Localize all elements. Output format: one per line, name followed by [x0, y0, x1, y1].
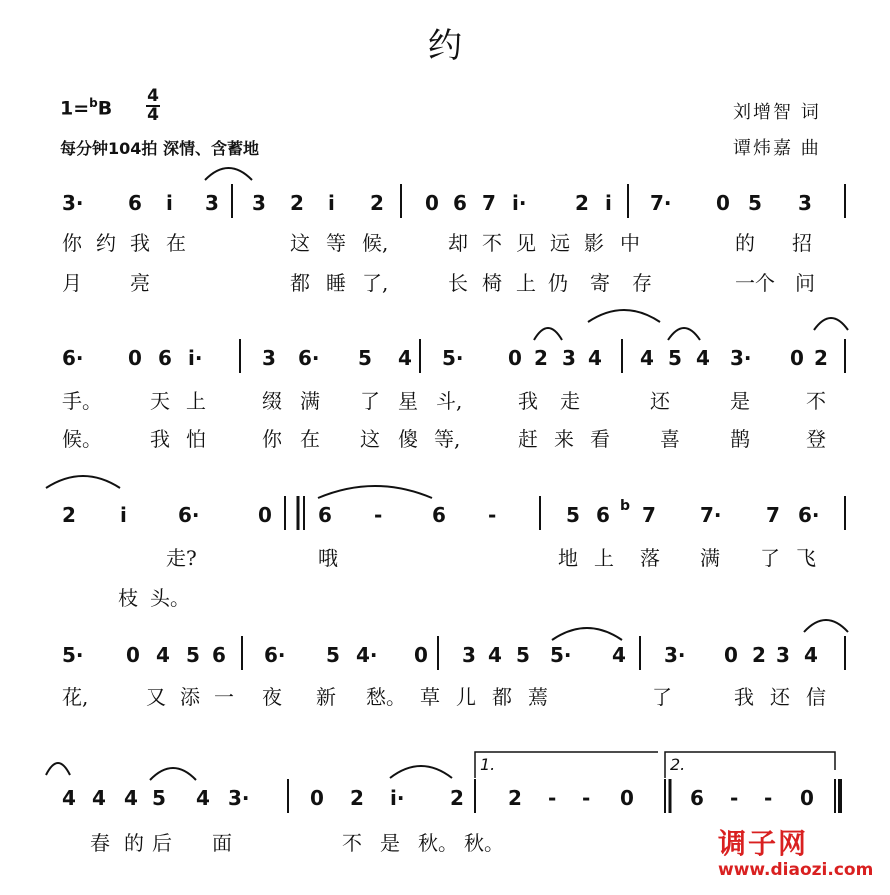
note: 4	[156, 643, 170, 667]
lyric-verse2: 一个	[735, 271, 775, 295]
note: 5	[152, 786, 166, 810]
lyric-verse1: 儿	[456, 685, 476, 709]
lyric-verse2: 头。	[150, 586, 190, 610]
lyric-verse1: 草	[420, 685, 440, 709]
lyric-verse1: 招	[792, 231, 812, 255]
note: 2	[752, 643, 766, 667]
note: 3	[562, 346, 576, 370]
lyric-verse2: 上	[516, 271, 536, 295]
lyric-verse1: 等	[326, 231, 346, 255]
lyric-verse1: 我	[734, 685, 754, 709]
lyric-verse2: 亮	[130, 271, 150, 295]
lyric-verse1: 中	[620, 231, 640, 255]
note: 0	[128, 346, 142, 370]
note: 2	[290, 191, 304, 215]
lyric-verse1: 这	[290, 231, 310, 255]
volta-1-label: 1.	[480, 755, 496, 774]
lyricist-credit: 刘增智 词	[733, 102, 821, 123]
note: i	[120, 503, 127, 527]
note: 5	[748, 191, 762, 215]
lyric-verse2: 候。	[62, 427, 102, 451]
note: -	[764, 786, 773, 810]
note: 3·	[228, 786, 250, 810]
lyric-verse1: 蔫	[528, 685, 548, 709]
lyrics	[62, 231, 826, 855]
note: 0	[425, 191, 439, 215]
note: 3	[798, 191, 812, 215]
lyric-verse2: 喜	[660, 427, 680, 451]
note: 3·	[664, 643, 686, 667]
lyric-verse2: 怕	[186, 427, 206, 451]
note: 4	[804, 643, 818, 667]
note: 6	[212, 643, 226, 667]
note: -	[548, 786, 557, 810]
note: i·	[188, 346, 203, 370]
note: 3·	[730, 346, 752, 370]
note: 3	[776, 643, 790, 667]
lyric-verse1: 上	[594, 546, 614, 570]
lyric-verse1: 手。	[62, 389, 102, 413]
note: 4	[196, 786, 210, 810]
lyric-verse2: 鹊	[730, 427, 750, 451]
note: 3	[462, 643, 476, 667]
note: -	[488, 503, 497, 527]
lyric-verse2: 长	[448, 271, 468, 295]
note: 5	[516, 643, 530, 667]
lyric-verse1: 的	[124, 831, 144, 855]
lyric-verse1: 秋。	[418, 831, 458, 855]
note: 0	[508, 346, 522, 370]
slur	[46, 763, 70, 775]
note: 2	[814, 346, 828, 370]
volta-2	[665, 752, 835, 778]
watermark-logo: 调子网 www.diaozi.com	[718, 827, 874, 880]
note: -	[374, 503, 383, 527]
lyric-verse1: 信	[806, 685, 826, 709]
note: 6	[596, 503, 610, 527]
lyric-verse2: 登	[806, 427, 826, 451]
lyric-verse2: 看	[590, 427, 610, 451]
lyric-verse1: 的	[735, 231, 755, 255]
note: 4	[62, 786, 76, 810]
lyric-verse1: 斗,	[436, 389, 463, 413]
volta-2-label: 2.	[670, 755, 686, 774]
lyric-verse2: 这	[360, 427, 380, 451]
note: 5·	[442, 346, 464, 370]
lyric-verse1: 夜	[262, 685, 282, 709]
note: 4	[588, 346, 602, 370]
lyric-verse1: 走?	[166, 546, 197, 570]
note: 3	[205, 191, 219, 215]
lyric-verse1: 星	[398, 389, 418, 413]
lyric-verse1: 春	[90, 831, 110, 855]
note: 2	[370, 191, 384, 215]
note: 5	[186, 643, 200, 667]
note: 0	[620, 786, 634, 810]
note: 6	[128, 191, 142, 215]
lyric-verse1: 花,	[62, 685, 89, 709]
note: 4·	[356, 643, 378, 667]
volta-brackets	[475, 752, 835, 778]
slurs	[46, 168, 848, 780]
note: 4	[612, 643, 626, 667]
note: 0	[800, 786, 814, 810]
lyric-verse1: 不	[342, 831, 362, 855]
note: 4	[398, 346, 412, 370]
note: 7	[482, 191, 496, 215]
lyric-verse2: 椅	[482, 271, 502, 295]
time-signature: 4 4	[147, 86, 159, 125]
lyric-verse1: 我	[130, 231, 150, 255]
note: 2	[508, 786, 522, 810]
lyric-verse1: 了	[360, 389, 380, 413]
lyric-verse2: 来	[554, 427, 574, 451]
lyric-verse1: 天	[150, 389, 170, 413]
lyric-verse1: 新	[316, 685, 336, 709]
lyric-verse1: 是	[380, 831, 400, 855]
lyric-verse1: 却	[448, 231, 468, 255]
note: 0	[126, 643, 140, 667]
lyric-verse1: 哦	[318, 546, 338, 570]
lyric-verse1: 后	[152, 831, 172, 855]
note: 6·	[264, 643, 286, 667]
note: -	[730, 786, 739, 810]
lyric-verse1: 地	[558, 546, 578, 570]
slur	[588, 310, 660, 322]
note: 7·	[650, 191, 672, 215]
note: 2	[575, 191, 589, 215]
lyric-verse1: 远	[550, 231, 570, 255]
lyric-verse1: 满	[700, 546, 720, 570]
lyric-verse1: 不	[806, 389, 826, 413]
note: i·	[512, 191, 527, 215]
volta-1	[475, 752, 658, 778]
note: 0	[724, 643, 738, 667]
lyric-verse1: 影	[584, 231, 604, 255]
slur	[318, 486, 432, 498]
slur	[804, 620, 848, 632]
note: 6·	[62, 346, 84, 370]
lyric-verse2: 在	[300, 427, 320, 451]
lyric-verse1: 我	[518, 389, 538, 413]
note: -	[582, 786, 591, 810]
notes	[62, 191, 828, 810]
note: 6	[690, 786, 704, 810]
note: 5	[358, 346, 372, 370]
lyric-verse2: 了,	[362, 271, 389, 295]
lyric-verse2: 你	[262, 427, 282, 451]
note: 5·	[550, 643, 572, 667]
slur	[668, 328, 700, 340]
note: 5	[668, 346, 682, 370]
note: 4	[488, 643, 502, 667]
note: 6·	[298, 346, 320, 370]
slur	[46, 476, 120, 488]
lyric-verse1: 见	[516, 231, 536, 255]
slur	[814, 318, 848, 330]
lyric-verse1: 飞	[796, 546, 816, 570]
lyric-verse1: 缀	[262, 389, 282, 413]
key-signature: 1=$^b$B	[60, 96, 113, 120]
lyric-verse2: 仍	[548, 271, 568, 295]
note: 5	[326, 643, 340, 667]
lyric-verse1: 添	[180, 685, 200, 709]
note: 4	[124, 786, 138, 810]
note: 0	[258, 503, 272, 527]
note: i	[328, 191, 335, 215]
lyric-verse2: 寄	[590, 271, 610, 295]
note: 6	[453, 191, 467, 215]
lyric-verse1: 是	[730, 389, 750, 413]
slur	[150, 768, 196, 780]
lyric-verse1: 了	[760, 546, 780, 570]
note: 3	[262, 346, 276, 370]
note: 4	[696, 346, 710, 370]
note: 5	[566, 503, 580, 527]
note: 2	[62, 503, 76, 527]
note: 0	[414, 643, 428, 667]
note: 2	[450, 786, 464, 810]
note: 7	[642, 503, 656, 527]
note: 0	[716, 191, 730, 215]
flat-accidental: b	[620, 498, 631, 514]
lyric-verse1: 不	[482, 231, 502, 255]
lyric-verse1: 还	[770, 685, 790, 709]
note: 6	[158, 346, 172, 370]
note: 7	[766, 503, 780, 527]
lyric-verse1: 了	[652, 685, 672, 709]
lyric-verse1: 都	[492, 685, 512, 709]
lyric-verse1: 约	[96, 231, 116, 255]
note: 0	[790, 346, 804, 370]
lyric-verse1: 落	[640, 546, 660, 570]
lyric-verse2: 赶	[518, 427, 538, 451]
slur	[390, 766, 452, 778]
note: 6	[318, 503, 332, 527]
lyric-verse2: 都	[290, 271, 310, 295]
note: i·	[390, 786, 405, 810]
note: 6·	[798, 503, 820, 527]
lyric-verse1: 上	[186, 389, 206, 413]
flat-sign: b	[89, 96, 98, 110]
lyric-verse1: 还	[650, 389, 670, 413]
note: 4	[640, 346, 654, 370]
note: i	[605, 191, 612, 215]
note: 3	[252, 191, 266, 215]
lyric-verse1: 愁。	[366, 685, 406, 709]
note: 6	[432, 503, 446, 527]
lyric-verse1: 在	[166, 231, 186, 255]
note: 3·	[62, 191, 84, 215]
note: 2	[350, 786, 364, 810]
lyric-verse1: 面	[212, 831, 232, 855]
lyric-verse1: 满	[300, 389, 320, 413]
note: i	[166, 191, 173, 215]
lyric-verse2: 睡	[326, 271, 346, 295]
slur	[205, 168, 252, 180]
lyric-verse2: 等,	[434, 427, 461, 451]
lyric-verse2: 我	[150, 427, 170, 451]
lyric-verse1: 秋。	[464, 831, 504, 855]
lyric-verse1: 候,	[362, 231, 389, 255]
lyric-verse1: 你	[62, 231, 82, 255]
note: 7·	[700, 503, 722, 527]
lyric-verse1: 走	[560, 389, 580, 413]
slur	[534, 328, 562, 340]
note: 6·	[178, 503, 200, 527]
note: 5·	[62, 643, 84, 667]
composer-credit: 谭炜嘉 曲	[733, 138, 821, 159]
lyric-verse2: 傻	[398, 427, 418, 451]
lyric-verse2: 存	[632, 271, 652, 295]
lyric-verse1: 一	[214, 685, 234, 709]
lyric-verse1: 又	[146, 685, 166, 709]
tempo-marking: 每分钟104拍 深情、含蓄地	[60, 139, 259, 158]
slur	[552, 628, 622, 640]
lyric-verse2: 问	[795, 271, 815, 295]
note: 0	[310, 786, 324, 810]
lyric-verse2: 月	[62, 271, 82, 295]
note: 4	[92, 786, 106, 810]
note: 2	[534, 346, 548, 370]
song-title: 约	[428, 26, 462, 66]
lyric-verse2: 枝	[118, 586, 138, 610]
